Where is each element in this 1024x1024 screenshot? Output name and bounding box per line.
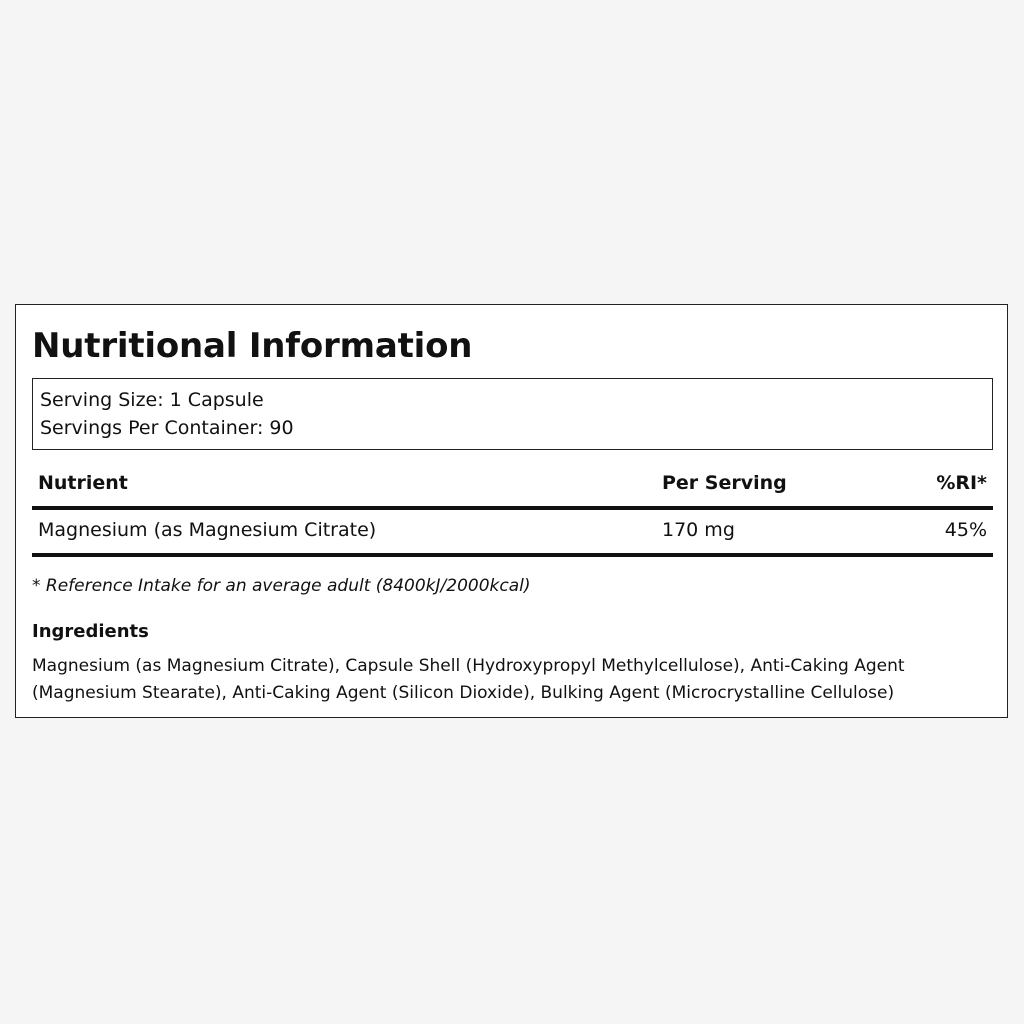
ingredients-text: Magnesium (as Magnesium Citrate), Capsule Shell (Hydroxypropyl Methylcellulose), Anti-Caking Agent (Magnesium Stearate), Anti-Caking Agent (Silicon Dioxide), Bulking Agent (Microcrystalline Cellulose) bbox=[32, 656, 905, 703]
panel-title: Nutritional Information bbox=[32, 326, 473, 366]
nutrient-table-header bbox=[32, 468, 993, 510]
header-nutrient: Nutrient bbox=[38, 472, 128, 494]
header-per-serving: Per Serving bbox=[662, 472, 787, 494]
serving-size: Serving Size: 1 Capsule bbox=[40, 389, 264, 411]
serving-info-box bbox=[32, 378, 993, 450]
header-ri: %RI* bbox=[936, 472, 987, 494]
ingredients-title: Ingredients bbox=[32, 621, 149, 642]
nutrition-panel bbox=[15, 304, 1008, 718]
reference-intake-footnote: * Reference Intake for an average adult (8400kJ/2000kcal) bbox=[32, 576, 531, 596]
row-per-serving: 170 mg bbox=[662, 519, 735, 541]
servings-per-container: Servings Per Container: 90 bbox=[40, 417, 294, 439]
table-row bbox=[32, 515, 993, 557]
row-ri: 45% bbox=[944, 519, 987, 541]
row-nutrient: Magnesium (as Magnesium Citrate) bbox=[38, 519, 377, 541]
